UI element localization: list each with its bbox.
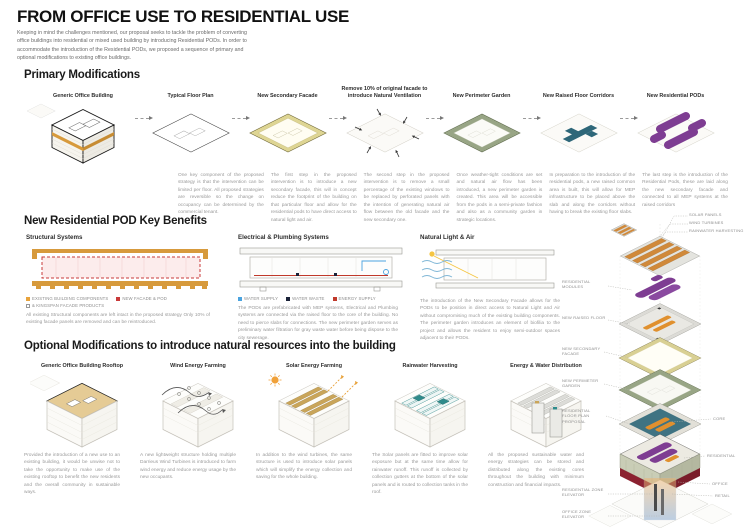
optional-step-1 [24,356,140,451]
label-residential-floor-plan: RESIDENTIAL FLOOR PLAN PROPOSAL [562,408,591,424]
key-benefits-heading: New Residential POD Key Benefits [24,215,207,227]
primary-step-6-label: New Raised Floor Corridors [542,92,615,99]
label-wind-turbines: WIND TURBINES [689,220,724,225]
blue-swatch-icon [238,297,242,301]
primary-caption-3: The second step in the proposed intervention is to remove a small percentage of the existing windows to be replaced by perforated panels with the intention of generating natural air flow between the old facade and the new secondary one. [363,173,450,223]
label-office-zone-elevator: OFFICE ZONE ELEVATOR [562,509,592,520]
label-core: CORE [713,416,726,421]
residential-modules-layer [625,273,687,304]
structural-caption: All existing Structural components are left intact in the proposed strategy Only 10% of existing facade panels are removed and can be reintroduced. [26,313,210,326]
primary-step-4-label: Remove 10% of original facade to introduce Natural Ventilation [341,86,428,99]
optional-step-2 [140,356,256,451]
optional-captions-row [24,452,604,497]
optional-caption-5: All the proposed sustainable water and energy strategies can be stored and distributed along the existing cores throughout the building with minimum construction and financial impacts. [488,453,584,488]
new-secondary-facade-diagram [240,101,336,165]
residential-elevator-shaft [654,484,657,511]
electrical-plumbing-block [238,234,408,342]
primary-caption-4: Once weather-tight conditions are set and natural air flow has been introduced, a new perimeter garden is created. This area will be accessible from the pods in a semi-private fashion and also as a community garden in strategic locations. [456,173,543,223]
step-arrow-icon [620,118,634,119]
wind-energy-diagram [146,371,251,451]
optional-steps-row [24,356,604,451]
primary-caption-5: In preparation to the introduction of the residential pods, a new raised common area is built, this will allow for MEP infrastructure to be placed above the slab and along the corridors without having to break the existing floor slabs. [549,173,636,216]
label-residential-modules: RESIDENTIAL MODULES [562,279,591,290]
ground-mass [589,478,732,528]
step-arrow-icon [523,118,537,119]
new-residential-pods-diagram [628,101,724,165]
primary-step-6 [530,86,627,165]
optional-caption-3: In addition to the wind turbines, the same structure is used to introduce solar panels which will simplify the energy collection and saving for the whole building. [256,453,352,481]
label-office: OFFICE [712,481,728,486]
structural-systems-label: Structural Systems [26,234,83,241]
office-elevator-shaft [661,489,664,515]
primary-modifications-heading: Primary Modifications [24,69,140,81]
legend-new-facade-pod: NEW FACADE & POD [116,296,167,301]
natural-light-air-section-diagram [420,244,560,294]
natural-ventilation-diagram [337,101,433,165]
natural-light-air-block [420,234,568,343]
step-arrow-icon [135,118,149,119]
red-swatch-icon [333,297,337,301]
label-rainwater-harvesting: RAINWATER HARVESTING [689,228,744,233]
new-perimeter-garden-diagram [434,101,530,165]
step-arrow-icon [329,118,343,119]
electrical-caption: The PODs are prefabricated with MEP systems, Electrical and Plumbing systems are connected via the raised floor to the core of the building. No need to pierce slabs for connections. The new perimeter garden serves as preliminary water filtration for gray waste water before being dispose to the city sewerage. [238,306,398,341]
structural-section-diagram [26,244,216,294]
optional-step-3 [256,356,372,451]
electrical-plumbing-label: Electrical & Plumbing Systems [238,234,329,241]
sun-icon [429,251,434,256]
solar-energy-diagram [262,371,367,451]
primary-step-2-label: Typical Floor Plan [167,92,214,99]
rooftop-diagram [30,371,135,451]
legend-energy-supply: ENERGY SUPPLY [333,296,376,301]
natural-light-air-label: Natural Light & Air [420,234,475,241]
primary-step-4 [336,86,433,165]
optional-caption-1: Provided the introduction of a new use to an existing building, it would be unwise not to take the opportunity to make use of the existing rooftop to benefit the new residents and the overall community in sustainable ways. [24,453,120,496]
label-retail: RETAIL [715,493,730,498]
label-solar-panels: SOLAR PANELS [689,212,722,217]
rainwater-harvesting-diagram [378,371,483,451]
step-arrow-icon [232,118,246,119]
red-swatch-icon [116,297,120,301]
structural-legend-note-row [26,303,226,308]
core-shaft [532,403,544,433]
primary-step-5 [433,86,530,165]
structural-systems-block [26,234,226,327]
label-new-secondary-facade: NEW SECONDARY FACADE [562,346,601,357]
optional-step-2-label: Wind Energy Farming [170,362,226,369]
optional-step-1-label: Generic Office Building Rooftop [40,362,124,369]
label-new-raised-floor: NEW RAISED FLOOR [562,315,606,320]
primary-step-7 [627,86,724,165]
typical-floor-plan-diagram [143,101,239,165]
electrical-legend [238,296,408,301]
legend-water-waste: WATER WASTE [286,296,324,301]
legend-existing-components: EXISTING BUILDING COMPONENTS [26,296,108,301]
optional-step-5-label: Energy & Water Distribution [510,362,582,369]
legend-water-supply: WATER SUPPLY [238,296,278,301]
label-new-perimeter-garden: NEW PERIMETER GARDEN [562,378,599,389]
primary-step-7-label: New Residential PODs [646,92,705,99]
electrical-plumbing-section-diagram [238,244,406,294]
generic-office-building-diagram [27,101,139,165]
primary-caption-2: The first step in the proposed intervention is to introduce a new secondary facade, this will in concept reduce the footprint of the building on that particular floor and allow for the residential pods to have direct access to natural light and air. [270,173,357,223]
primary-step-3-label: New Secondary Facade [257,92,318,99]
outline-swatch-icon [26,304,30,308]
label-residential: RESIDENTIAL [707,453,736,458]
optional-step-3-label: Solar Energy Farming [285,362,343,369]
optional-caption-2: A new lightweight structure holding multiple Darrieus Wind Turbines is introduced to farm wind energy and reduce energy usage by the new occupants. [140,453,237,481]
intro-paragraph: Keeping in mind the challenges mentioned, our proposal seeks to tackle the problem of converting office buildings into residential or mixed used building by introducing Residential PODs. In order to accommodate the introduction of the Residential PODs, we proposed a sequence of primary and optional modifications to existing office buildings. [17,30,247,62]
sun-icon [268,374,281,387]
primary-step-2 [142,86,239,165]
optional-modifications-heading: Optional Modifications to introduce natural resources into the building [24,340,396,352]
primary-step-1-label: Generic Office Building [53,92,113,99]
exploded-axonometric-diagram [560,210,750,528]
orange-swatch-icon [26,297,30,301]
primary-caption-1: One key component of the proposed strategy is that the intervention can be limited per floor. All proposed strategies are reversible so the change on occupancy can be determined by the commercial tenant. [178,173,264,216]
primary-steps-row [24,86,726,165]
legend-kingspan-note: & KINGSPAN FACADE PRODUCTS [26,303,104,308]
new-raised-floor-corridors-diagram [531,101,627,165]
natural-caption: The introduction of the New Secondary Facade allows for the PODs to be position in direct access to Natural Light and Air without compromising much of the existing building components. The perimeter garden introduces an element of biofilia to the project and allows the resident to enjoy semi-outdoor spaces adjacent to their PODs. [420,299,560,342]
optional-caption-4: The Solar panels are fitted to improve solar exposure but at the same time allow for rainwater runoff. This runoff is collected by collection gutters at the bottom of the solar panels and is routed to collection tanks in the roof. [372,453,468,496]
primary-caption-6: The last step is the introduction of the Residential Pods, these are laid along the new secondary facade and connected to all MEP systems at the raised corridors [642,173,728,208]
structural-legend [26,296,226,301]
page-title: FROM OFFICE USE TO RESIDENTIAL USE [17,7,350,26]
solar-array-layer [620,236,699,276]
optional-step-4-label: Rainwater Harvesting [402,362,458,369]
step-arrow-icon [426,118,440,119]
primary-step-3 [239,86,336,165]
label-residential-zone-elevator: RESIDENTIAL ZONE ELEVATOR [562,487,604,498]
rooftop-panel-layer [611,224,636,237]
optional-step-4 [372,356,488,451]
primary-step-1 [24,86,142,165]
primary-step-5-label: New Perimeter Garden [452,92,511,99]
dark-swatch-icon [286,297,290,301]
